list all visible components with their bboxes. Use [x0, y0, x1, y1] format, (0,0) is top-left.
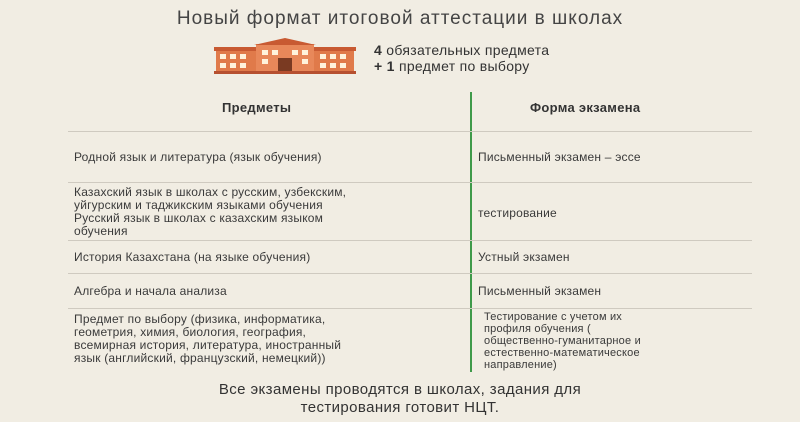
- table-row-4-subject: Алгебра и начала анализа: [74, 284, 227, 298]
- table-row-2-subject: Казахский язык в школах с русским, узбекским, уйгурским и таджикским языками обучения Русский язык в школах с казахским языком обучения: [74, 185, 347, 238]
- required-count: 4: [374, 42, 383, 58]
- table-row-5-subject: Предмет по выбору (физика, информатика, геометрия, химия, биология, география, всемирная история, литература, иностранный язык (английский, французский, немецкий)): [74, 312, 342, 365]
- column-divider: [470, 92, 472, 372]
- table-row-2-exam: тестирование: [478, 206, 557, 220]
- row-divider: [68, 131, 752, 132]
- subject-count-note: [374, 42, 549, 74]
- table-row-1-subject: Родной язык и литература (язык обучения): [74, 150, 322, 164]
- row-divider: [68, 182, 752, 183]
- elective-count: + 1: [374, 58, 395, 74]
- row-divider: [68, 308, 752, 309]
- table-row-4-exam: Письменный экзамен: [478, 284, 602, 298]
- header-exam-form: Форма экзамена: [530, 100, 641, 115]
- row-divider: [68, 240, 752, 241]
- school-building-icon: [214, 38, 356, 74]
- row-divider: [68, 273, 752, 274]
- table-row-3-exam: Устный экзамен: [478, 250, 570, 264]
- header-subjects: Предметы: [222, 100, 292, 115]
- elective-count-text: предмет по выбору: [398, 58, 530, 74]
- table-row-1-exam: Письменный экзамен – эссе: [478, 150, 641, 164]
- table-row-5-exam: Тестирование с учетом их профиля обучения ( общественно-гуманитарное и естественно-математическое направление): [484, 311, 641, 371]
- required-count-text: обязательных предмета: [386, 42, 550, 58]
- page-title: Новый формат итоговой аттестации в школах: [176, 8, 624, 29]
- footer-note: Все экзамены проводятся в школах, задания для тестирования готовит НЦТ.: [218, 381, 582, 416]
- table-row-3-subject: История Казахстана (на языке обучения): [74, 250, 311, 264]
